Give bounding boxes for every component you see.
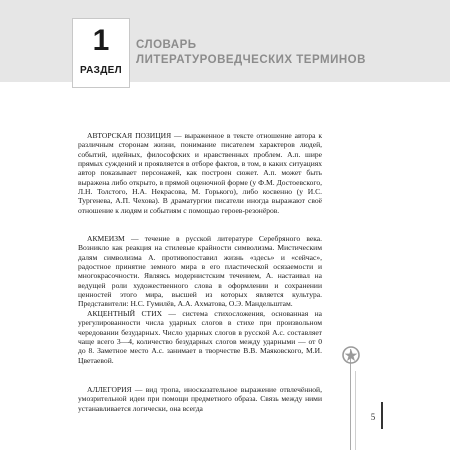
laurel-star-emblem-icon — [339, 345, 363, 365]
article-text: АКЦЕНТНЫЙ СТИХ — система стихосложения, основанная на урегулированности числа ударных слогов в стихе при произвольном чередовании безударных. Число ударных слогов в русской А.с. составляет чаще всего 3—4, количество безударных слогов между ударными — от 0 до 8. Заметное место А.с. занимает в творчестве В.В. Маяковского, М.И. Цветаевой. — [78, 309, 322, 365]
article-text: АКМЕИЗМ — течение в русской литературе Серебряного века. Возникло как реакция на стилевые крайности символизма. Мистическим далям символизма А. противопоставил жизнь «здесь» и «сейчас», радостное принятие земного мира в его пластической осязаемости и многокрасочности. Являясь модернистским течением, А. настаивал на ведущей роли художественного слова в оформлении и сохранении ценностей этого мира, высшей из которых является культура. Представители: Н.С. Гумилёв, А.А. Ахматова, О.Э. Мандельштам. — [78, 234, 322, 309]
section-label: РАЗДЕЛ — [80, 65, 122, 76]
page-title — [136, 38, 436, 68]
article-akcentny-stikh — [78, 309, 322, 365]
article-allegoriya — [78, 385, 322, 413]
article-avtorskaya-poziciya — [78, 131, 322, 215]
article-text: АЛЛЕГОРИЯ — вид тропа, иносказательное выражение отвлечённой, умозрительной идеи при помощи предметного образа. Связь между ними устанавливается логически, она всегда — [78, 385, 322, 413]
article-text: АВТОРСКАЯ ПОЗИЦИЯ — выраженное в тексте отношение автора к различным сторонам жизни, понимание писателем характеров людей, событий, идейных, философских и нравственных проблем. А.п. шире прямых суждений и проявляется в отборе фактов, в том, в каких ситуациях автор показывает персонажей, как построен сюжет. А.п. может быть выражена либо открыто, в прямой оценочной форме (у Ф.М. Достоевского, Л.Н. Толстого, Н.А. Некрасова, М. Горького), либо косвенно (у И.С. Тургенева, А.П. Чехова). В драматургии писатели иногда выражают своё отношение к людям и событиям с помощью героев-резонёров. — [78, 131, 322, 215]
margin-rule-secondary — [355, 371, 356, 450]
page-number-bar — [381, 402, 383, 429]
title-line-1: СЛОВАРЬ — [136, 39, 197, 51]
section-number: 1 — [92, 24, 110, 57]
section-badge — [72, 18, 130, 88]
page-number: 5 — [370, 412, 376, 422]
title-line-2: ЛИТЕРАТУРОВЕДЧЕСКИХ ТЕРМИНОВ — [136, 54, 366, 66]
article-akmeizm — [78, 234, 322, 309]
